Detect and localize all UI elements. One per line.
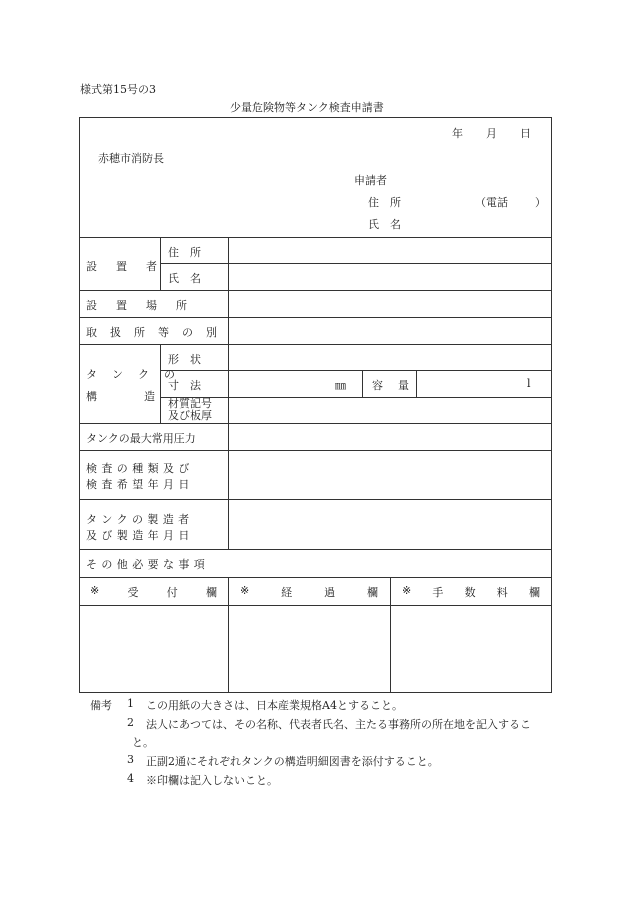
reception-column-header: ※ 受 付 欄: [90, 584, 217, 599]
note-text-continuation: と。: [132, 736, 154, 749]
shape-label: 形 状: [168, 353, 201, 366]
tank-structure-label-line1: タ ン ク の: [86, 368, 177, 381]
facility-type-label: 取 扱 所 等 の 別: [86, 326, 218, 339]
shape-field[interactable]: [230, 346, 550, 369]
manufacturer-label-line2: 及び製造年月日: [86, 529, 194, 542]
progress-column-header: ※ 経 過 欄: [240, 584, 378, 599]
material-field[interactable]: [230, 399, 550, 422]
note-number: 3: [127, 753, 134, 766]
applicant-address-label: 住 所: [368, 196, 401, 209]
date-day-label: 日: [520, 127, 531, 140]
max-pressure-label: タンクの最大常用圧力: [86, 432, 196, 445]
other-matters-label: その他必要な事項: [86, 558, 210, 571]
reception-field[interactable]: [81, 607, 227, 692]
installer-name-field[interactable]: [230, 265, 550, 288]
progress-field[interactable]: [230, 607, 389, 692]
material-label-line1: 材質記号: [168, 397, 212, 410]
form-title: 少量危険物等タンク検査申請書: [230, 101, 384, 114]
dimensions-unit: ㎜: [335, 379, 346, 392]
capacity-label: 容 量: [372, 379, 411, 392]
notes-label: 備考: [90, 699, 112, 712]
inspection-field[interactable]: [230, 452, 550, 498]
max-pressure-field[interactable]: [230, 425, 550, 449]
facility-type-field[interactable]: [230, 319, 550, 343]
installer-label: 設 置 者: [86, 260, 161, 273]
dimensions-field[interactable]: [230, 372, 330, 395]
addressee: 赤穂市消防長: [98, 152, 164, 165]
fee-field[interactable]: [392, 607, 550, 692]
applicant-name-label: 氏 名: [368, 218, 401, 231]
installer-address-label: 住 所: [168, 246, 201, 259]
location-label: 設 置 場 所: [86, 299, 191, 312]
applicant-phone-label: （電話: [475, 196, 508, 209]
note-text: 法人にあつては、その名称、代表者氏名、主たる事務所の所在地を記入するこ: [146, 718, 531, 731]
tank-structure-label-line2: 構 造: [86, 390, 173, 403]
date-year-label: 年: [452, 127, 463, 140]
installer-name-label: 氏 名: [168, 272, 201, 285]
date-month-label: 月: [486, 127, 497, 140]
manufacturer-field[interactable]: [230, 501, 550, 548]
other-matters-field[interactable]: [230, 551, 550, 576]
note-text: 正副2通にそれぞれタンクの構造明細図書を添付すること。: [146, 755, 439, 768]
material-label-line2: 及び板厚: [168, 409, 212, 422]
applicant-phone-close: ）: [535, 196, 546, 209]
applicant-label: 申請者: [354, 174, 387, 187]
inspection-label-line1: 検査の種類及び: [86, 462, 194, 475]
location-field[interactable]: [230, 292, 550, 316]
capacity-unit: l: [527, 377, 531, 390]
dimensions-label: 寸 法: [168, 379, 201, 392]
note-text: ※印欄は記入しないこと。: [146, 774, 278, 787]
note-number: 4: [127, 772, 134, 785]
note-number: 1: [127, 697, 134, 710]
fee-column-header: ※ 手 数 料 欄: [402, 584, 540, 599]
form-number: 様式第15号の3: [80, 83, 156, 96]
note-number: 2: [127, 716, 134, 729]
installer-address-field[interactable]: [230, 239, 550, 262]
note-text: この用紙の大きさは、日本産業規格A4とすること。: [146, 699, 403, 712]
manufacturer-label-line1: タンクの製造者: [86, 513, 194, 526]
capacity-field[interactable]: [418, 372, 523, 395]
inspection-label-line2: 検査希望年月日: [86, 478, 194, 491]
